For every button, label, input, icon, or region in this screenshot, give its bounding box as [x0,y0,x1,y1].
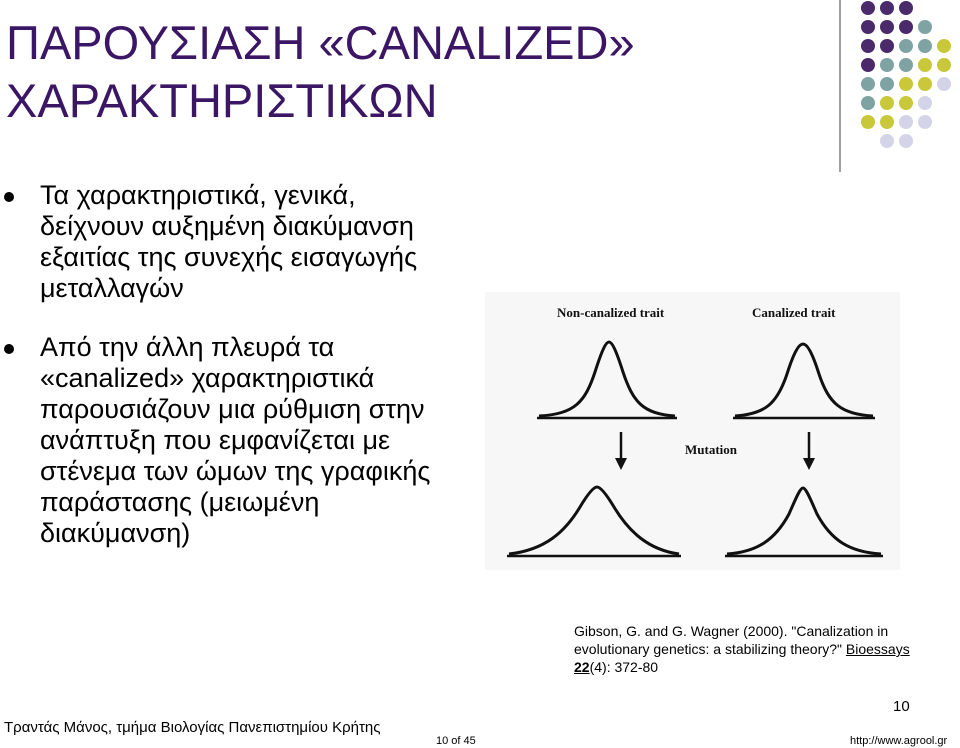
decorative-dot-grid [858,0,960,150]
label-non-canalized: Non-canalized trait [557,305,665,320]
bullet-dot-icon [4,192,14,202]
canalization-figure [485,292,900,570]
bullet-item [40,332,460,549]
footer-url[interactable]: http://www.agrool.gr [850,735,948,747]
citation-text: Gibson, G. and G. Wagner (2000). "Canalization in evolutionary genetics: a stabilizing theory?" [574,623,889,657]
bullet-item [40,180,460,304]
label-canalized: Canalized trait [752,305,836,320]
label-mutation: Mutation [685,442,737,457]
bullet-text: Από την άλλη πλευρά τα «canalized» χαρακτηριστικά παρουσιάζουν μια ρύθμιση στην ανάπτυξη που εμφανίζεται με στένεμα των ώμων της γραφικής παράστασης (μειωμένη διακύμανση) [40,332,431,548]
slide-number: 10 [893,698,910,715]
footer-page-indicator: 10 of 45 [436,735,476,747]
slide-title: ΠΑΡΟΥΣΙΑΣΗ «CANALIZED» ΧΑΡΑΚΤΗΡΙΣΤΙΚΩΝ [6,16,635,127]
citation-volume: 22 [574,659,590,675]
citation [574,622,944,676]
citation-journal[interactable]: Bioessays [845,641,910,657]
figure-background [485,292,900,570]
citation-pages: (4): 372-80 [589,659,659,675]
bullet-text: Τα χαρακτηριστικά, γενικά, δείχνουν αυξημένη διακύμανση εξαιτίας της συνεχής εισαγωγής μεταλλαγών [40,180,418,303]
bullet-list [40,180,460,577]
bullet-dot-icon [4,344,14,354]
footer-author: Τραντάς Μάνος, τμήμα Βιολογίας Πανεπιστημίου Κρήτης [4,719,381,736]
decorative-divider-line [839,0,841,172]
